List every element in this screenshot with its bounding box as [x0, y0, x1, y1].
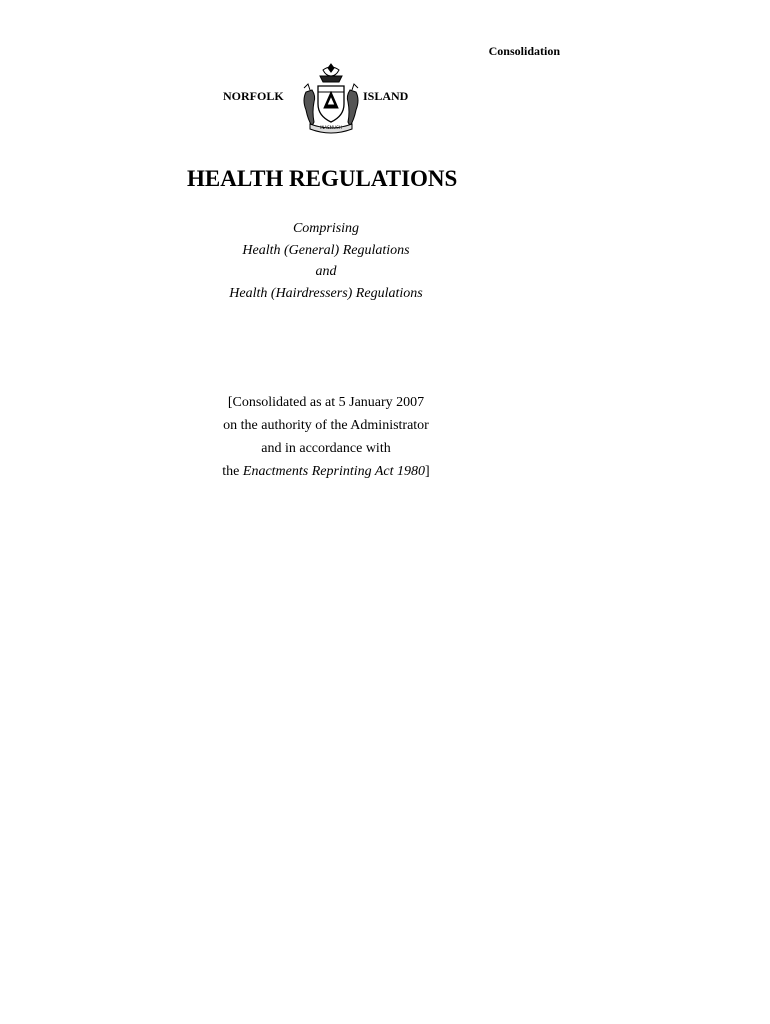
subtitle-line: Comprising [292, 221, 360, 236]
coat-of-arms-icon [296, 62, 366, 134]
jurisdiction-right-word: ISLAND [363, 89, 409, 103]
consolidation-label: Consolidation [488, 44, 560, 58]
jurisdiction-heading [200, 62, 430, 136]
authority-line [176, 460, 476, 483]
authority-line-suffix: ] [425, 464, 430, 479]
consolidation-authority-statement [176, 391, 476, 483]
authority-line-prefix: the [222, 464, 243, 479]
authority-line: on the authority of the Administrator [223, 418, 429, 433]
act-name: Enactments Reprinting Act 1980 [242, 464, 426, 479]
emblem-motto: INASMUCH [320, 125, 342, 130]
jurisdiction-left-word: NORFOLK [223, 89, 284, 103]
subtitle-line: Health (Hairdressers) Regulations [229, 285, 423, 301]
document-title: HEALTH REGULATIONS [187, 166, 458, 191]
subtitle-line: Health (General) Regulations [242, 242, 410, 258]
subtitle-block [176, 218, 476, 304]
authority-line: and in accordance with [261, 441, 391, 456]
subtitle-line: and [315, 264, 337, 279]
authority-line: [Consolidated as at 5 January 2007 [227, 395, 425, 410]
